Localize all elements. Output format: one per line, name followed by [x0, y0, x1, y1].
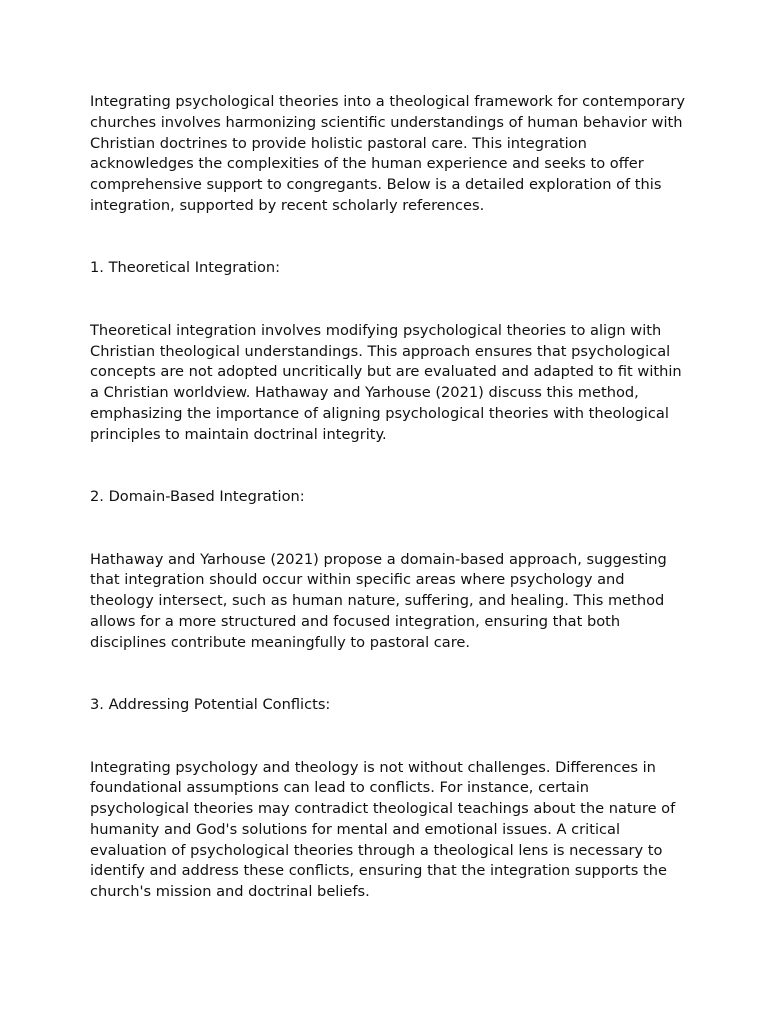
document-page — [90, 92, 690, 903]
paragraph-gap — [90, 279, 690, 321]
section-heading-theoretical-integration: 1. Theoretical Integration: — [90, 259, 281, 277]
section-heading-domain-based-integration: 2. Domain-Based Integration: — [90, 488, 305, 506]
paragraph-gap — [90, 654, 690, 696]
section-body-addressing-conflicts: Integrating psychology and theology is not without challenges. Differences in foundational assumptions can lead to conflicts. For instance, certain psychological theories may contradict theological teachings about the nature of humanity and God's solutions for mental and emotional issues. A critical evaluation of psychological theories through a theological lens is necessary to identify and address these conflicts, ensuring that the integration supports the church's mission and doctrinal beliefs. — [90, 758, 676, 901]
intro-paragraph: Integrating psychological theories into a theological framework for contemporary churches involves harmonizing scientific understandings of human behavior with Christian doctrines to provide holistic pastoral care. This integration acknowledges the complexities of the human experience and seeks to offer comprehensive support to congregants. Below is a detailed exploration of this integration, supported by recent scholarly references. — [90, 93, 686, 214]
paragraph-gap — [90, 508, 690, 550]
section-body-domain-based-integration: Hathaway and Yarhouse (2021) propose a domain-based approach, suggesting that integration should occur within specific areas where psychology and theology intersect, such as human nature, suffering, and healing. This method allows for a more structured and focused integration, ensuring that both disciplines contribute meaningfully to pastoral care. — [90, 550, 667, 651]
section-body-theoretical-integration: Theoretical integration involves modifying psychological theories to align with Christian theological understandings. This approach ensures that psychological concepts are not adopted uncritically but are evaluated and adapted to fit within a Christian worldview. Hathaway and Yarhouse (2021) discuss this method, emphasizing the importance of aligning psychological theories with theological principles to maintain doctrinal integrity. — [90, 321, 682, 443]
paragraph-gap — [90, 217, 690, 259]
paragraph-gap — [90, 716, 690, 758]
section-heading-addressing-conflicts: 3. Addressing Potential Conflicts: — [90, 696, 331, 714]
paragraph-gap — [90, 446, 690, 488]
